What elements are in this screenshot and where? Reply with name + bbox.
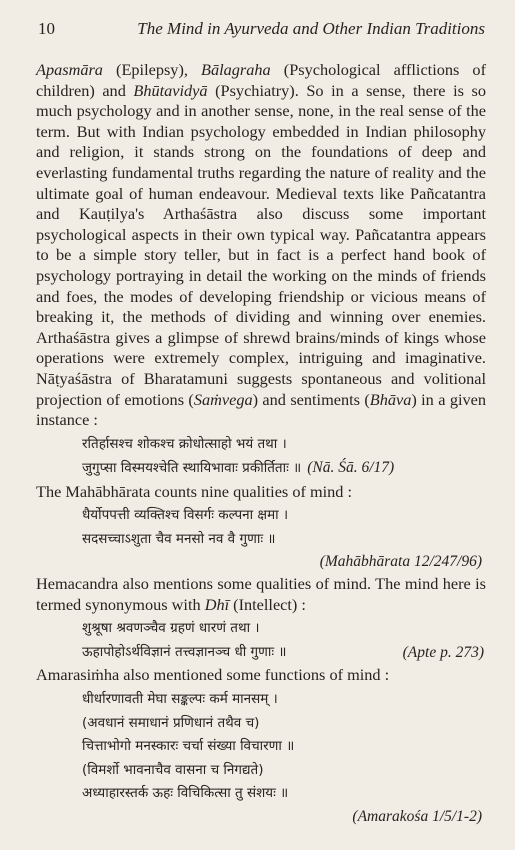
term-dhi: Dhī <box>204 594 230 614</box>
citation: (Amarakośa 1/5/1-2) <box>352 807 482 825</box>
term-bhava: Bhāva <box>369 389 412 409</box>
term-samvega: Saṁvega <box>193 389 253 409</box>
verse-line: धैर्योपपत्ती व्यक्तिश्च विसर्गः कल्पना क्षमा । <box>82 507 289 524</box>
text-run: ) and sentiments ( <box>252 389 370 409</box>
term-bhutavidya: Bhūtavidyā <box>133 80 208 100</box>
verse-line-text: जुगुप्सा विस्मयश्चेति स्थायिभावाः प्रकीर्तिताः ॥ <box>82 460 302 477</box>
verse-natyasastra <box>36 433 486 481</box>
verse-hemacandra <box>36 617 486 664</box>
paragraph-intro <box>36 60 486 431</box>
verse-line-text: ऊहापोहोऽर्थविज्ञानं तत्त्वज्ञानञ्च धी गुणाः ॥ <box>82 643 287 660</box>
term-apasmara: Apasmāra <box>36 60 103 79</box>
page-number: 10 <box>38 19 55 38</box>
text-run: (Psychological afflictions of children) and <box>36 60 486 100</box>
verse-line: रतिर्हासश्च शोकश्च क्रोधोत्साहो भयं तथा । <box>82 435 287 452</box>
citation: (Mahābhārata 12/247/96) <box>319 553 482 571</box>
verse-line: अध्याहारस्तर्क ऊहः विचिकित्सा तु संशयः ॥ <box>82 785 289 802</box>
verse-line: (विमर्शो भावनाचैव वासना च निगद्यते) <box>82 761 264 778</box>
text-run: (Intellect) : <box>229 594 306 614</box>
page-header <box>38 18 485 40</box>
citation: (Apte p. 273) <box>402 643 484 661</box>
verse-line: धीर्धारणावती मेघा सङ्कल्पः कर्म मानसम् । <box>82 691 278 708</box>
verse-amarakosa <box>36 688 486 828</box>
running-head: The Mind in Ayurveda and Other Indian Traditions <box>137 19 485 38</box>
term-balagraha: Bālagraha <box>201 60 271 79</box>
page-body <box>36 60 486 829</box>
verse-line: शुश्रूषा श्रवणञ्चैव ग्रहणं धारणं तथा । <box>82 620 260 637</box>
text-run: (Epilepsy), <box>102 60 202 79</box>
verse-line <box>36 641 486 665</box>
verse-line: (अवधानं समाधानं प्रणिधानं तथैव च) <box>82 714 260 731</box>
paragraph-hemacandra <box>36 574 486 615</box>
verse-line: चित्ताभोगो मनस्कारः चर्चा संख्या विचारणा ॥ <box>82 738 295 755</box>
verse-line <box>36 456 486 481</box>
paragraph-mahabharata: The Mahābhārata counts nine qualities of mind : <box>36 481 353 501</box>
paragraph-amarasimha: Amarasiṁha also mentioned some functions of mind : <box>36 665 390 685</box>
verse-line: सदसच्चाऽशुता चैव मनसो नव वै गुणाः ॥ <box>82 530 276 547</box>
verse-mahabharata <box>36 504 486 573</box>
citation: (Nā. Śā. 6/17) <box>307 459 395 477</box>
text-run: ) in a given instance : <box>36 389 486 430</box>
text-run: Hemacandra also mentions some qualities of mind. The mind here is termed synonymous with <box>36 574 486 614</box>
text-run: (Psychiatry). So in a sense, there is so much psychology and in another sense, none, in the real sense of the term. But with Indian psychology embedded in Indian philosophy and religion, it stands strong on the foundations of deep and everlasting fundamental truths regarding the nature of reality and the ultimate goal of human endeavour. Medieval texts like Pañcatantra and Kauṭilya's Arthaśāstra also discuss some important psychological aspects in their own typical way. Pañcatantra appears to be a simple story teller, but in fact is a perfect hand book of psychology portraying in detail the working on the minds of friends and foes, the modes of developing friendship or vicious means of breaking it, the methods of dividing and winning over enemies. Arthaśāstra gives a glimpse of shrewd brains/minds of kings whose operations were extremely complex, intriguing and imaginative. Nāṭyaśāstra of Bharatamuni suggests spontaneous and volitional projection of emotions ( <box>36 80 486 409</box>
